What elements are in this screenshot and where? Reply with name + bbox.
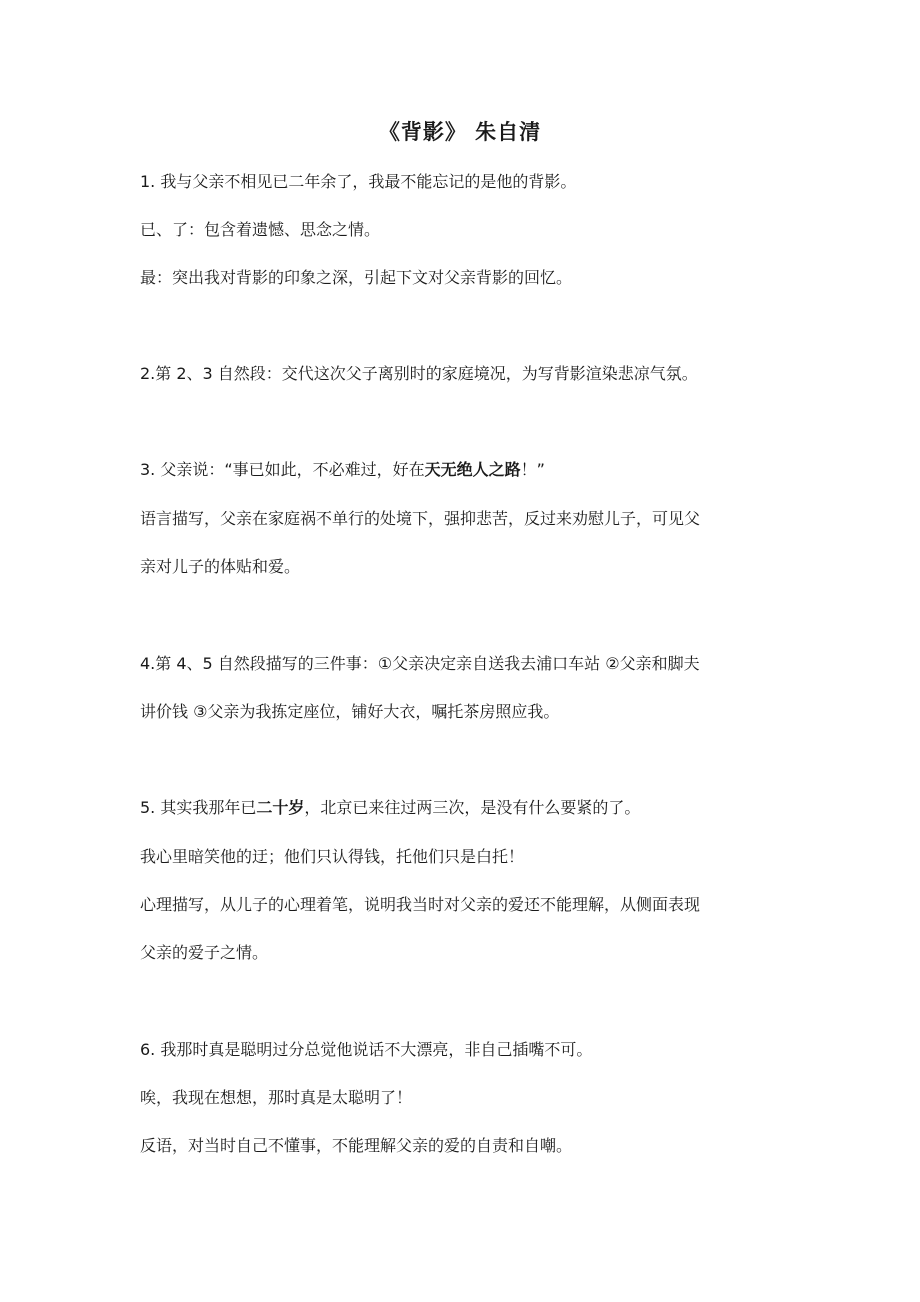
text-line: [140, 458, 800, 482]
text-span: 3. 父亲说：“事已如此，不必难过，好在: [140, 460, 425, 479]
text-line: 父亲的爱子之情。: [140, 943, 269, 962]
text-line: 语言描写，父亲在家庭祸不单行的处境下，强抑悲苦，反过来劝慰儿子，可见父: [140, 509, 701, 528]
text-line: 最：突出我对背影的印象之深，引起下文对父亲背影的回忆。: [140, 268, 573, 287]
text-line: 讲价钱 ③父亲为我拣定座位，铺好大衣，嘱托茶房照应我。: [140, 702, 560, 721]
text-line: 已、了：包含着遗憾、思念之情。: [140, 220, 381, 239]
text-line: [140, 796, 800, 820]
emphasis-text: 天无绝人之路: [424, 460, 521, 479]
text-line: 唉，我现在想想，那时真是太聪明了！: [140, 1088, 413, 1107]
text-line: 6. 我那时真是聪明过分总觉他说话不大漂亮，非自己插嘴不可。: [140, 1040, 593, 1059]
text-span: ！”: [520, 460, 545, 479]
text-line: 反语，对当时自己不懂事，不能理解父亲的爱的自责和自嘲。: [140, 1136, 573, 1155]
text-span: ，北京已来往过两三次，是没有什么要紧的了。: [304, 798, 641, 817]
text-line: 亲对儿子的体贴和爱。: [140, 557, 301, 576]
text-line: 4.第 4、5 自然段描写的三件事：①父亲决定亲自送我去浦口车站 ②父亲和脚夫: [140, 654, 700, 673]
text-line: 2.第 2、3 自然段：交代这次父子离别时的家庭境况，为写背影渲染悲凉气氛。: [140, 364, 698, 383]
emphasis-text: 二十岁: [256, 798, 305, 817]
text-span: 5. 其实我那年已: [140, 798, 257, 817]
page-title: 《背影》 朱自清: [378, 120, 542, 144]
text-line: 1. 我与父亲不相见已二年余了，我最不能忘记的是他的背影。: [140, 172, 577, 191]
text-line: 心理描写，从儿子的心理着笔，说明我当时对父亲的爱还不能理解，从侧面表现: [140, 895, 701, 914]
text-line: 我心里暗笑他的迂；他们只认得钱，托他们只是白托！: [140, 847, 525, 866]
